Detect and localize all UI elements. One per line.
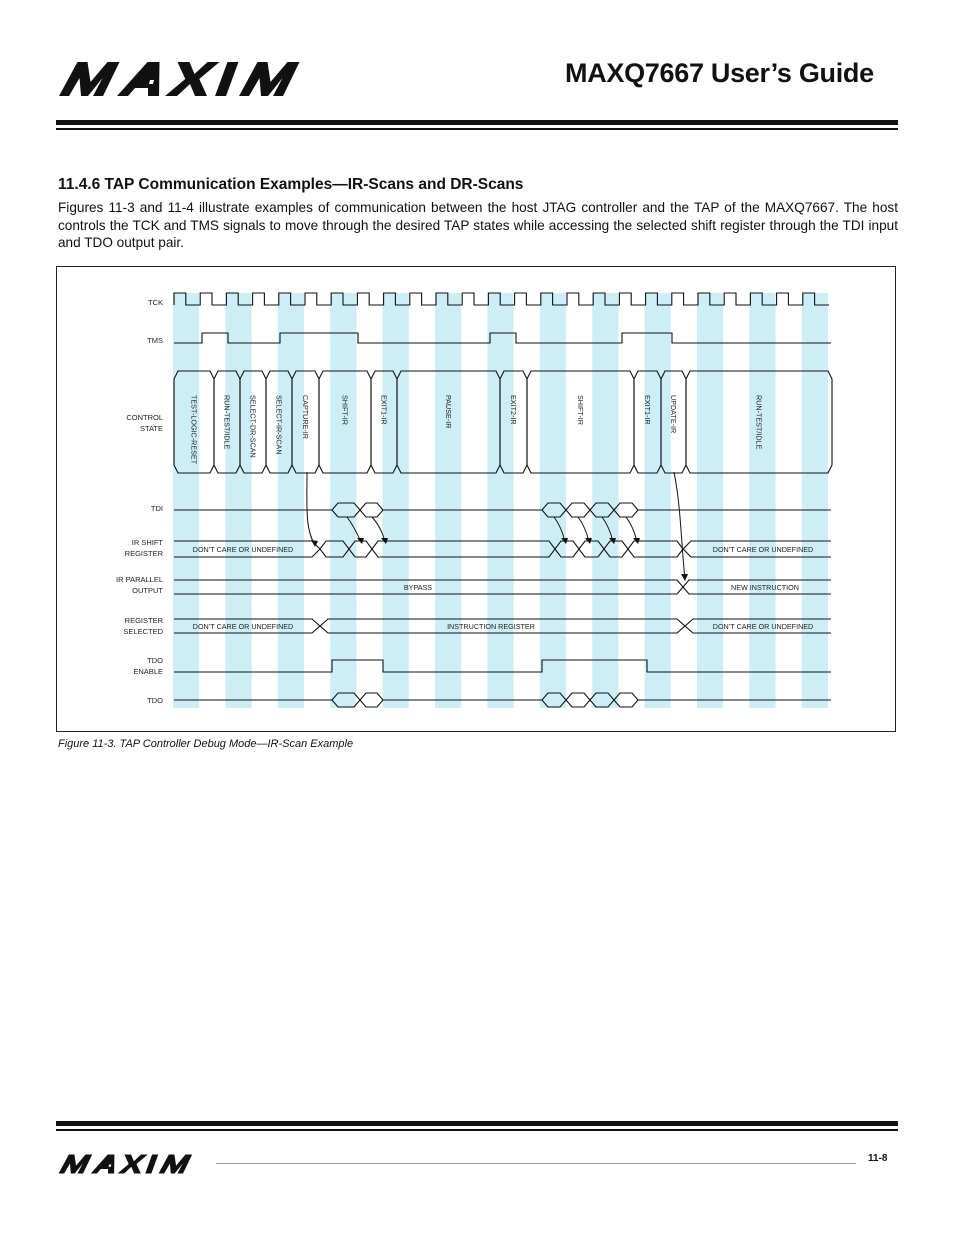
clock-stripe: [802, 293, 828, 708]
control-state-label: SHIFT-IR: [340, 395, 350, 425]
clock-stripes: [173, 293, 828, 708]
footer-rule: [56, 1121, 898, 1126]
control-state-label: TEST-LOGIC-RESET: [189, 395, 199, 465]
control-state-label: CAPTURE-IR: [301, 395, 310, 439]
clock-stripe: [222, 293, 251, 708]
label-ir-shift-2: REGISTER: [124, 549, 163, 558]
label-tdo: TDO: [147, 696, 163, 705]
page-number: 11-8: [868, 1153, 888, 1164]
label-tdo-enable-2: ENABLE: [133, 667, 163, 676]
label-ir-parallel-1: IR PARALLEL: [116, 575, 163, 584]
reg-sel-mid-label: INSTRUCTION REGISTER: [447, 622, 535, 631]
reg-sel-right-label: DON’T CARE OR UNDEFINED: [712, 622, 814, 631]
control-state-label: EXIT1-IR: [379, 395, 389, 425]
clock-stripe: [173, 293, 199, 708]
maxim-logo-footer: [58, 1153, 208, 1180]
document-title: MAXQ7667 User’s Guide: [565, 58, 874, 88]
ir-parallel-bypass-label: BYPASS: [403, 583, 433, 592]
label-register-selected-2: SELECTED: [123, 627, 163, 636]
timing-diagram: [56, 266, 896, 732]
footer-divider: [216, 1163, 856, 1164]
label-register-selected-1: REGISTER: [124, 616, 163, 625]
label-tdi: TDI: [150, 504, 163, 513]
maxim-logo: [58, 60, 328, 103]
header-rule: [56, 120, 898, 125]
control-state-label: UPDATE-IR: [669, 395, 678, 434]
clock-stripe: [487, 293, 513, 708]
ir-shift-right-label: DON’T CARE OR UNDEFINED: [712, 545, 814, 554]
control-state-label: RUN-TEST/IDLE: [754, 395, 764, 450]
label-ir-shift-1: IR SHIFT: [131, 538, 163, 547]
clock-stripe: [540, 293, 566, 708]
control-state-label: EXIT1-IR: [643, 395, 652, 425]
control-state-label: SELECT-IR-SCAN: [274, 395, 284, 455]
ir-parallel-new-label: NEW INSTRUCTION: [731, 583, 799, 592]
clock-stripe: [645, 293, 671, 708]
control-state-label: PAUSE-IR: [444, 395, 453, 429]
control-state-label: RUN-TEST/IDLE: [222, 395, 232, 450]
clock-stripe: [278, 293, 304, 708]
figure-caption: Figure 11-3. TAP Controller Debug Mode—IR-Scan Example: [58, 738, 354, 750]
label-control-state-1: CONTROL: [126, 413, 163, 422]
label-tms: TMS: [147, 336, 163, 345]
label-tdo-enable-1: TDO: [147, 656, 163, 665]
clock-stripe: [330, 293, 356, 708]
header-rule-thin: [56, 128, 898, 130]
reg-sel-left-label: DON’T CARE OR UNDEFINED: [192, 622, 294, 631]
label-tck: TCK: [148, 298, 163, 307]
label-control-state-2: STATE: [139, 424, 163, 433]
clock-stripe: [383, 293, 409, 708]
clock-stripe: [697, 293, 723, 708]
control-state-label: EXIT2-IR: [509, 395, 518, 425]
clock-stripe: [592, 293, 618, 708]
control-state-label: SELECT-DR-SCAN: [248, 395, 258, 458]
label-ir-parallel-2: OUTPUT: [132, 586, 163, 595]
section-body: Figures 11-3 and 11-4 illustrate examples of communication between the host JTAG controller and the TAP of the MAXQ7667. The host controls the TCK and TMS signals to move through the desired TAP states while accessing the selected shift register through the TDI input and TDO output pair.: [58, 200, 898, 250]
clock-stripe: [435, 293, 461, 708]
control-state-label: SHIFT-IR: [576, 395, 585, 425]
ir-shift-left-label: DON’T CARE OR UNDEFINED: [192, 545, 294, 554]
section-heading: 11.4.6 TAP Communication Examples—IR-Scans and DR-Scans: [58, 176, 524, 193]
clock-stripe: [749, 293, 775, 708]
footer-rule-thin: [56, 1129, 898, 1131]
